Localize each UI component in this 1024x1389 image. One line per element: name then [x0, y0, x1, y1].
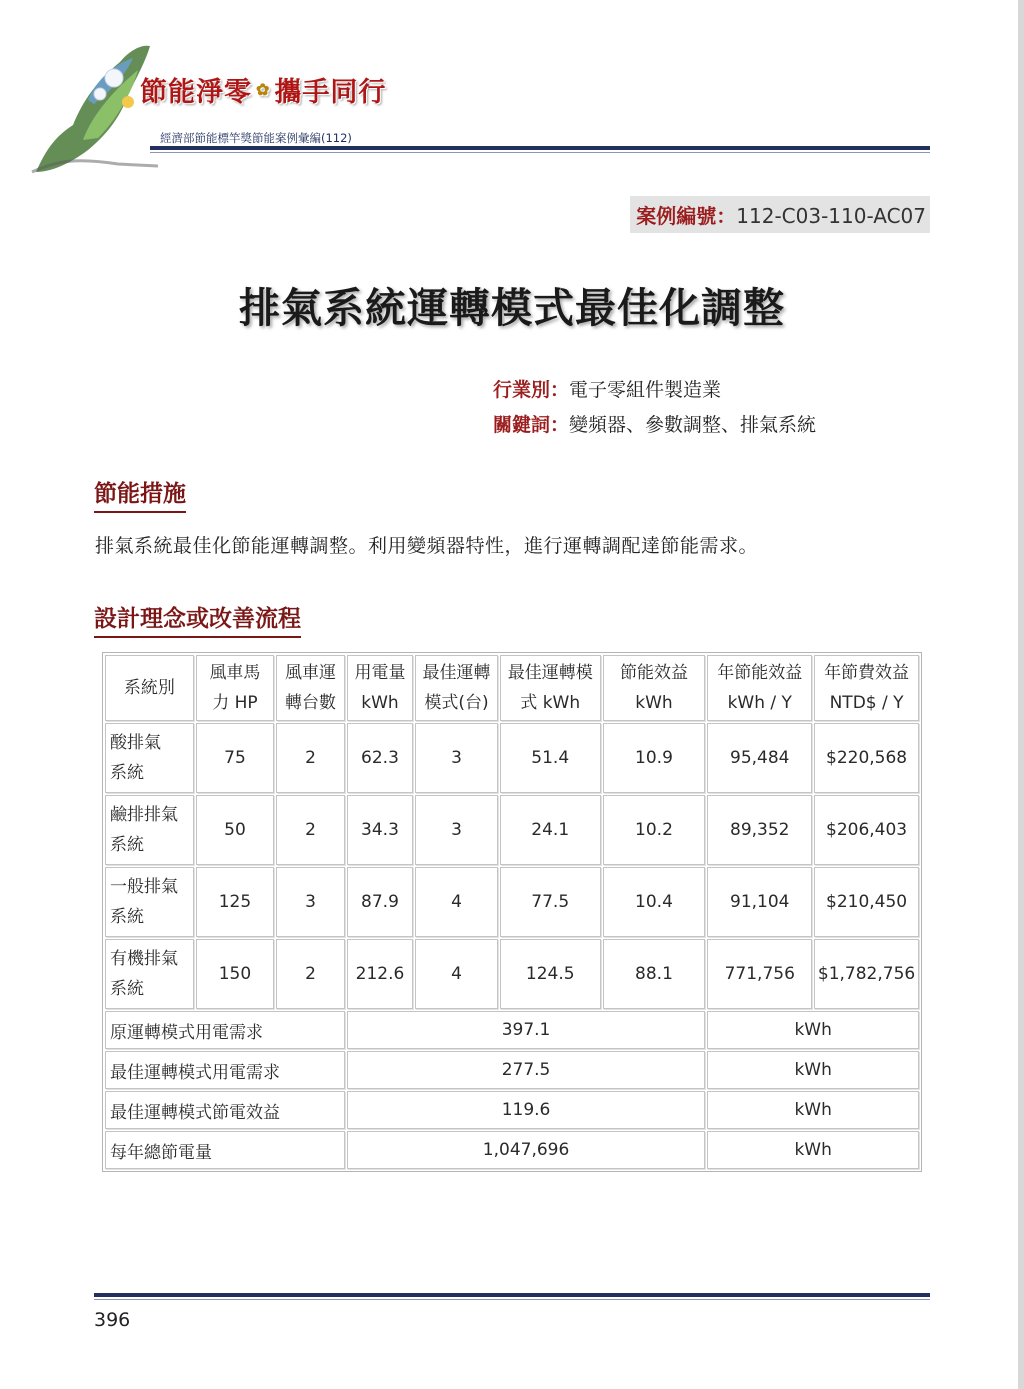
- header-optimal-kwh-line1: 最佳運轉模: [507, 663, 593, 683]
- summary-unit: kWh: [707, 1131, 919, 1169]
- header-system: [105, 655, 194, 721]
- header-rule-thin: [150, 152, 930, 153]
- cell-annual-kwh: 95,484: [707, 723, 812, 793]
- cell-annual-kwh: 771,756: [707, 939, 812, 1009]
- cell-optimal-kwh: 124.5: [500, 939, 601, 1009]
- banner-left-text: 節能淨零: [140, 77, 252, 108]
- summary-value: 277.5: [347, 1051, 706, 1089]
- design-heading: 設計理念或改善流程: [94, 600, 301, 638]
- row-name-line2: 系統: [110, 835, 144, 855]
- cell-savings: 10.9: [603, 723, 706, 793]
- page-title: 排氣系統運轉模式最佳化調整: [239, 284, 785, 332]
- header-annual-cost-line2: NTD$ / Y: [829, 693, 904, 713]
- summary-value: 119.6: [347, 1091, 706, 1129]
- cell-power-use: 87.9: [347, 867, 414, 937]
- cell-power-use: 212.6: [347, 939, 414, 1009]
- summary-row: [105, 1051, 919, 1089]
- header-savings-line1: 節能效益: [619, 663, 688, 683]
- row-name-line2: 系統: [110, 907, 144, 927]
- header-savings-line2: kWh: [635, 693, 673, 713]
- banner-right-text: 攜手同行: [274, 77, 387, 108]
- energy-savings-table: [102, 652, 922, 1172]
- row-name: [105, 723, 194, 793]
- row-name-line1: 有機排氣: [110, 949, 178, 969]
- header-fan-count-line1: 風車運: [284, 663, 336, 683]
- header-system-text: 系統別: [123, 678, 175, 698]
- summary-label: 原運轉模式用電需求: [105, 1011, 345, 1049]
- summary-row: [105, 1011, 919, 1049]
- summary-unit: kWh: [707, 1011, 919, 1049]
- table-header-row: [105, 655, 919, 721]
- table-row: [105, 867, 919, 937]
- keywords-label: 關鍵詞：: [493, 414, 570, 436]
- cell-power-use: 34.3: [347, 795, 414, 865]
- row-name-line1: 酸排氣: [110, 733, 161, 753]
- row-name-line1: 鹼排排氣: [110, 805, 178, 825]
- header-optimal-kwh: [500, 655, 601, 721]
- summary-unit: kWh: [707, 1051, 919, 1089]
- summary-value: 1,047,696: [347, 1131, 706, 1169]
- header-fan-count: [276, 655, 345, 721]
- cell-fan-count: 2: [276, 795, 345, 865]
- header-optimal-mode-line2: 模式(台): [424, 693, 489, 713]
- header-power-use-line2: kWh: [361, 693, 399, 713]
- footer-rule: [94, 1293, 930, 1297]
- keywords-line: [493, 410, 816, 437]
- table-row: [105, 795, 919, 865]
- publication-subtitle: 經濟部節能標竿獎節能案例彙編(112): [160, 131, 352, 145]
- keywords-value: 變頻器、參數調整、排氣系統: [569, 414, 817, 436]
- taiwan-dandelion-logo: [28, 40, 163, 180]
- cell-annual-cost: $1,782,756: [814, 939, 919, 1009]
- summary-unit: kWh: [707, 1091, 919, 1129]
- row-name: [105, 939, 194, 1009]
- row-name-line1: 一般排氣: [110, 877, 178, 897]
- header-annual-cost: [814, 655, 919, 721]
- cell-power-use: 62.3: [347, 723, 414, 793]
- cell-annual-cost: $206,403: [814, 795, 919, 865]
- case-number: [630, 196, 930, 233]
- cell-annual-cost: $220,568: [814, 723, 919, 793]
- table-row: [105, 723, 919, 793]
- cell-annual-kwh: 91,104: [707, 867, 812, 937]
- cell-savings: 88.1: [603, 939, 706, 1009]
- cell-fan-count: 2: [276, 939, 345, 1009]
- industry-label: 行業別：: [493, 379, 570, 401]
- cell-optimal-mode: 4: [415, 867, 498, 937]
- cell-annual-kwh: 89,352: [707, 795, 812, 865]
- summary-row: [105, 1091, 919, 1129]
- row-name: [105, 867, 194, 937]
- row-name-line2: 系統: [110, 979, 144, 999]
- cell-optimal-mode: 3: [415, 723, 498, 793]
- page-edge: [1018, 0, 1024, 1389]
- row-name: [105, 795, 194, 865]
- footer-rule-thin: [94, 1299, 930, 1300]
- summary-row: [105, 1131, 919, 1169]
- summary-label: 最佳運轉模式用電需求: [105, 1051, 345, 1089]
- header-fan-count-line2: 轉台數: [284, 693, 336, 713]
- banner-title: [140, 70, 386, 109]
- cell-fan-hp: 75: [196, 723, 275, 793]
- summary-value: 397.1: [347, 1011, 706, 1049]
- header-optimal-mode: [415, 655, 498, 721]
- header-optimal-kwh-line2: 式 kWh: [520, 693, 581, 713]
- cell-fan-hp: 50: [196, 795, 275, 865]
- header-power-use-line1: 用電量: [354, 663, 406, 683]
- measures-text: 排氣系統最佳化節能運轉調整。利用變頻器特性，進行運轉調配達節能需求。: [95, 535, 759, 557]
- case-number-value: 112-C03-110-AC07: [736, 204, 926, 228]
- case-number-label: 案例編號：: [636, 204, 737, 228]
- header-fan-hp: [196, 655, 275, 721]
- cell-optimal-mode: 4: [415, 939, 498, 1009]
- header-annual-cost-line1: 年節費效益: [824, 663, 910, 683]
- header-fan-hp-line2: 力 HP: [212, 693, 258, 713]
- summary-label: 每年總節電量: [105, 1131, 345, 1169]
- row-name-line2: 系統: [110, 763, 144, 783]
- cell-fan-hp: 125: [196, 867, 275, 937]
- header-savings: [603, 655, 706, 721]
- header-optimal-mode-line1: 最佳運轉: [422, 663, 491, 683]
- cell-fan-count: 3: [276, 867, 345, 937]
- cell-optimal-kwh: 24.1: [500, 795, 601, 865]
- summary-label: 最佳運轉模式節電效益: [105, 1091, 345, 1129]
- header-power-use: [347, 655, 414, 721]
- page-number: 396: [94, 1309, 131, 1331]
- cell-annual-cost: $210,450: [814, 867, 919, 937]
- cell-fan-count: 2: [276, 723, 345, 793]
- header-fan-hp-line1: 風車馬: [209, 663, 261, 683]
- table-row: [105, 939, 919, 1009]
- header-annual-kwh-line2: kWh / Y: [727, 693, 792, 713]
- flower-icon: ✿: [256, 80, 271, 99]
- cell-savings: 10.2: [603, 795, 706, 865]
- industry-value: 電子零組件製造業: [569, 379, 722, 401]
- measures-heading: 節能措施: [94, 475, 186, 513]
- industry-line: [493, 375, 721, 402]
- cell-optimal-kwh: 77.5: [500, 867, 601, 937]
- header-annual-kwh-line1: 年節能效益: [717, 663, 803, 683]
- cell-optimal-kwh: 51.4: [500, 723, 601, 793]
- cell-optimal-mode: 3: [415, 795, 498, 865]
- cell-fan-hp: 150: [196, 939, 275, 1009]
- header-rule: [150, 146, 930, 150]
- cell-savings: 10.4: [603, 867, 706, 937]
- header-annual-kwh: [707, 655, 812, 721]
